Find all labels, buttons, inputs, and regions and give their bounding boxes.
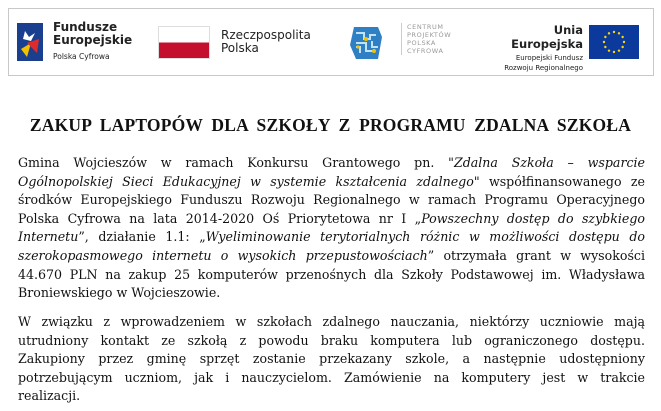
eu-star xyxy=(623,41,625,43)
cppc-logo-icon xyxy=(346,23,386,63)
eu-star xyxy=(608,32,610,34)
text: Zakupiony przez gminę sprzęt zostanie przekazany szkole, a następnie udostępniony xyxy=(18,351,645,367)
text: utrudniony kontakt ze szkołą z powodu braku komputera lub ograniczonego dostępu. xyxy=(18,332,645,348)
cppc-logo-text xyxy=(401,23,451,55)
article-title: ZAKUP LAPTOPÓW DLA SZKOŁY Z PROGRAMU ZDALNA SZKOŁA xyxy=(29,115,632,135)
ue-logo-text xyxy=(487,23,583,73)
italic-text: Wyeliminowanie terytorialnych różnic w możliwości dostępu do xyxy=(205,229,645,245)
polish-flag-icon xyxy=(158,26,210,59)
text: Gmina Wojcieszów w ramach Konkursu Grantowego pn. " xyxy=(18,155,454,170)
text: środków Europejskiego Funduszu Rozwoju Regionalnego w ramach Programu Operacyjnego xyxy=(18,192,645,208)
eu-star xyxy=(618,49,620,51)
ue-sub1: Europejski Fundusz xyxy=(515,54,583,62)
text: 44.670 PLN na zakup 25 komputerów przenośnych dla Szkoły Podstawowej im. Władysława xyxy=(18,266,645,282)
paragraph-line xyxy=(18,210,645,229)
italic-text: szerokopasmowego internetu o wysokich przepustowościach xyxy=(18,247,428,263)
paragraph-line xyxy=(18,313,645,332)
text: W związku z wprowadzeniem w szkołach zdalnego nauczania, niektórzy uczniowie mają xyxy=(18,314,645,329)
eu-flag-icon xyxy=(589,25,639,59)
funding-logos-banner xyxy=(8,8,654,76)
article-paragraph-2 xyxy=(18,313,645,406)
fundusze-europejskie-logo-icon xyxy=(17,23,43,61)
fe-line2: Europejskie xyxy=(53,33,133,47)
paragraph-line xyxy=(18,173,645,192)
ue-title: Unia Europejska xyxy=(511,23,583,51)
italic-text: Internetu xyxy=(18,229,79,245)
text: potrzebującym uczniom, jak i nauczycielom. Zamówienie na komputery jest w trakcie xyxy=(18,369,645,385)
eu-star xyxy=(621,36,623,38)
paragraph-line xyxy=(18,228,645,247)
paragraph-line xyxy=(18,154,645,173)
cppc-line4: CYFROWA xyxy=(407,47,444,55)
rp-line2: Polska xyxy=(221,41,259,55)
eu-star xyxy=(613,51,615,53)
cppc-line2: PROJEKTÓW xyxy=(407,31,452,39)
paragraph-line xyxy=(18,350,645,369)
italic-text: Zdalna Szkoła – wsparcie xyxy=(453,155,645,170)
italic-text: Powszechny dostęp do szybkiego xyxy=(421,210,646,226)
cppc-line3: POLSKA xyxy=(407,39,436,47)
rp-logo-text xyxy=(221,29,311,55)
eu-star xyxy=(618,32,620,34)
paragraph-line xyxy=(18,266,645,285)
paragraph-line xyxy=(18,247,645,266)
fe-logo-text xyxy=(53,21,132,63)
eu-star xyxy=(604,46,606,48)
paragraph-line xyxy=(18,332,645,351)
rp-line1: Rzeczpospolita xyxy=(221,28,311,42)
text: ”, działanie 1.1: „ xyxy=(78,229,206,245)
paragraph-line xyxy=(18,369,645,388)
text: " współfinansowanego ze xyxy=(473,173,645,189)
paragraph-line xyxy=(18,284,645,303)
italic-text: Ogólnopolskiej Sieci Edukacyjnej w systemie kształcenia zdalnego xyxy=(18,173,474,189)
fe-line1: Fundusze xyxy=(53,20,118,34)
cppc-line1: CENTRUM xyxy=(407,23,444,31)
fe-sub: Polska Cyfrowa xyxy=(53,52,110,61)
paragraph-line xyxy=(18,191,645,210)
paragraph-line xyxy=(18,387,645,406)
eu-star xyxy=(621,46,623,48)
text: ” otrzymała grant w wysokości xyxy=(427,247,645,263)
text: realizacji. xyxy=(18,388,81,404)
text: Polska Cyfrowa na lata 2014-2020 Oś Priorytetowa nr I „ xyxy=(18,210,422,226)
eu-star xyxy=(613,31,615,33)
eu-star xyxy=(603,41,605,43)
ue-sub2: Rozwoju Regionalnego xyxy=(504,64,583,72)
text: Broniewskiego w Wojcieszowie. xyxy=(18,285,221,301)
eu-star xyxy=(608,49,610,51)
eu-star xyxy=(604,36,606,38)
article-paragraph-1 xyxy=(18,154,645,303)
